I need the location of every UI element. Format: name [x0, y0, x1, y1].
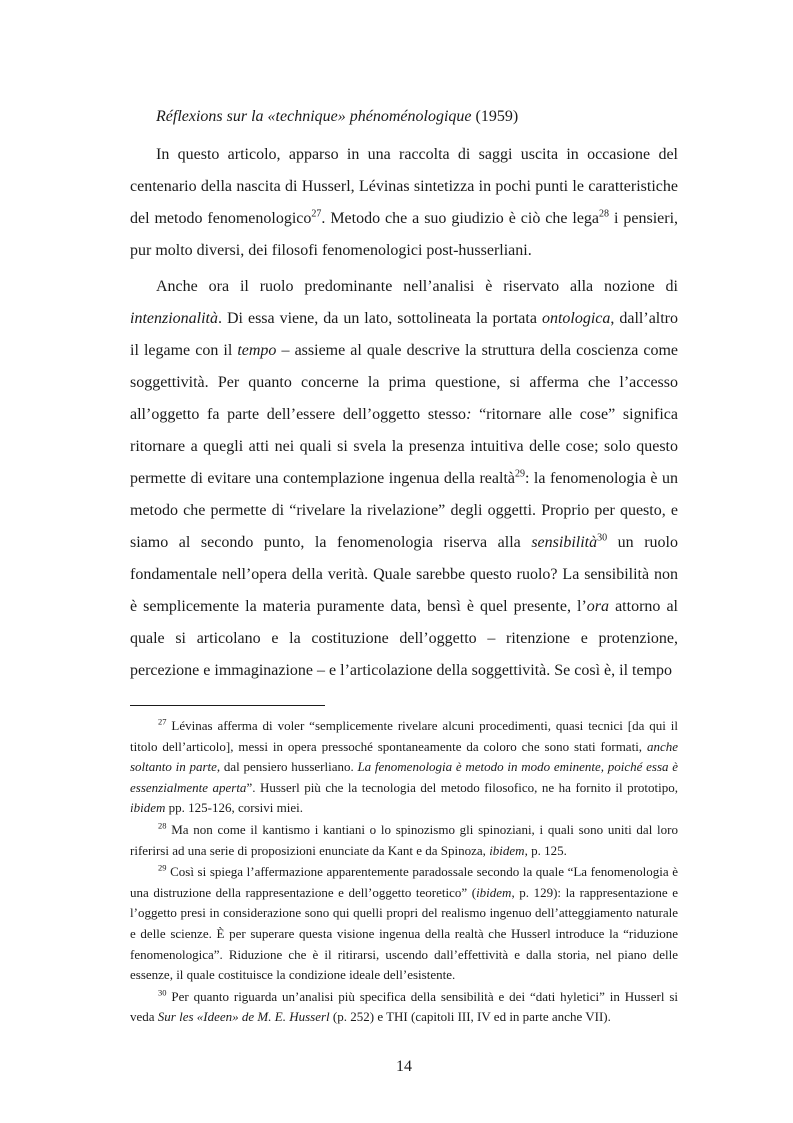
italic-term: Sur les «Ideen» de M. E. Husserl — [157, 1009, 330, 1025]
footnote-ref-27: 27 — [311, 208, 322, 220]
italic-term: La fenomenologia è metodo in modo eminente, poiché essa è essenzialmente aperta — [130, 759, 679, 795]
italic-term: ibidem — [476, 884, 512, 900]
section-heading — [156, 106, 518, 128]
italic-term: intenzionalità — [130, 310, 218, 327]
footnote-number: 29 — [158, 862, 167, 873]
italic-term: : — [466, 406, 472, 423]
text-run: In questo articolo, apparso in una raccolta di saggi uscita in occasione del centenario della nascita di Husserl, Lévinas sintetizza in pochi punti le caratteristiche del metodo fenomenologico — [130, 146, 678, 227]
footnote-30 — [130, 987, 678, 1028]
text-run: Ma non come il kantismo i kantiani o lo spinozismo gli spinoziani, i quali sono uniti dal loro riferirsi ad una serie di proposizioni enunciate da Kant e da Spinoza, — [130, 821, 678, 858]
text-run: , dal pensiero husserliano. — [216, 759, 358, 775]
text-run: Così si spiega l’affermazione apparentemente paradossale secondo la quale “La fenomenologia è una distruzione della rappresentazione e dell’oggetto teoretico” ( — [130, 864, 678, 900]
italic-term: ibidem — [130, 800, 166, 816]
text-run: , p. 129): la rappresentazione e l’oggetto presi in considerazione sono qui quelli propri del realismo ingenuo dell’atteggiamento naturale e delle scienze. È per superare questa visione ingenua della realtà che Husserl introduce la “riduzione fenomenologica”. Riduzione che è il ritirarsi, uscendo dall’effettività e dalla storia, nel piano delle essenze, il quale costituisce la condizione ideale dell’esistente. — [130, 884, 678, 983]
footnote-number: 27 — [158, 716, 167, 727]
text-run: un ruolo fondamentale nell’opera della verità. Quale sarebbe questo ruolo? La sensibilità non è semplicemente la materia puramente data, bensì è quel presente, l’ — [130, 534, 678, 615]
footnote-ref-28: 28 — [599, 208, 610, 220]
italic-term: ibidem — [489, 842, 525, 858]
paragraph-1 — [130, 139, 678, 267]
body-text — [130, 139, 678, 687]
footnotes — [130, 716, 678, 1029]
italic-term: tempo — [237, 342, 277, 359]
footnote-27 — [130, 716, 678, 819]
text-run: . Di essa viene, da un lato, sottolineata la portata — [218, 310, 542, 327]
text-run: , dall’altro il legame con il — [130, 310, 679, 359]
paragraph-2 — [130, 271, 678, 687]
text-run: i pensieri, pur molto diversi, dei filosofi fenomenologici post-husserliani. — [130, 210, 679, 259]
page-number: 14 — [396, 1058, 412, 1075]
heading-year: (1959) — [471, 108, 519, 125]
italic-term: sensibilità — [531, 534, 598, 551]
text-run: – assieme al quale descrive la struttura della coscienza come soggettività. Per quanto concerne la prima questione, si afferma che l’accesso all’oggetto fa parte dell’essere dell’oggetto stesso — [130, 342, 678, 423]
italic-term: ora — [586, 598, 610, 615]
text-run: (p. 252) e THI (capitoli III, IV ed in parte anche VII). — [329, 1009, 611, 1025]
italic-term: ontologica — [541, 310, 611, 327]
text-run: pp. 125-126, corsivi miei. — [165, 800, 303, 816]
text-run: : la fenomenologia è un metodo che permette di “rivelare la rivelazione” degli oggetti. Proprio per questo, e siamo al secondo punto, la fenomenologia riserva alla — [130, 470, 679, 551]
text-run: Lévinas afferma di voler “semplicemente rivelare alcuni procedimenti, quasi tecnici [da qui il titolo dell’articolo], messi in opera pressoché spontaneamente da coloro che sono stati formati, — [130, 718, 678, 754]
text-run: , p. 125. — [524, 842, 567, 858]
footnote-29 — [130, 862, 678, 986]
text-run: Anche ora il ruolo predominante nell’analisi è riservato alla nozione di — [156, 278, 678, 295]
text-run: Per quanto riguarda un’analisi più specifica della sensibilità e dei “dati hyletici” in Husserl si veda — [130, 988, 678, 1025]
text-run: . Metodo che a suo giudizio è ciò che lega — [321, 210, 600, 227]
footnote-separator — [130, 705, 325, 706]
footnote-28 — [130, 820, 678, 861]
text-run: ”. Husserl più che la tecnologia del metodo filosofico, ne ha fornito il prototipo, — [246, 779, 678, 795]
text-run: “ritornare alle cose” significa ritornare a quegli atti nei quali si svela la presenza intuitiva delle cose; solo questo permette di evitare una contemplazione ingenua della realtà — [130, 406, 678, 487]
heading-title: Réflexions sur la «technique» phénoménologique — [156, 108, 472, 125]
italic-term: anche soltanto in parte — [130, 738, 678, 775]
text-run: attorno al quale si articolano e la costituzione dell’oggetto – ritenzione e protenzione, percezione e immaginazione – e l’articolazione della soggettività. Se così è, il tempo — [130, 598, 679, 679]
footnote-ref-30: 30 — [597, 532, 608, 544]
footnote-ref-29: 29 — [515, 468, 525, 480]
footnote-number: 28 — [158, 820, 167, 831]
footnote-number: 30 — [158, 987, 167, 998]
